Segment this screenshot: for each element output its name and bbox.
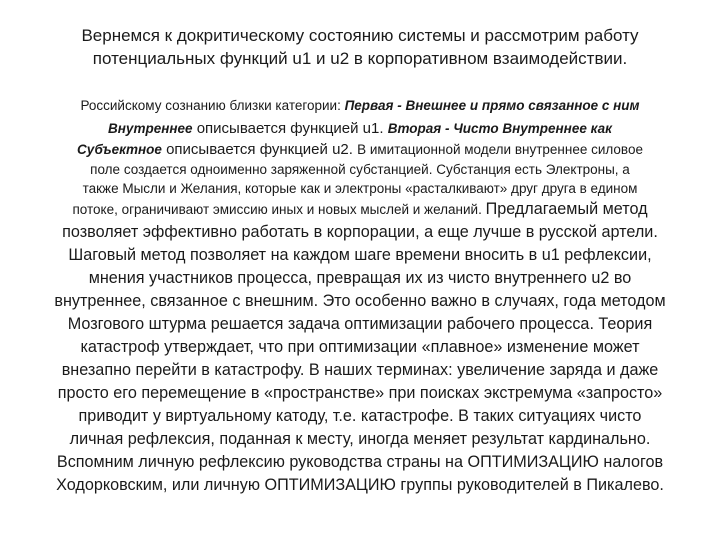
slide-body-text [14,96,706,497]
body-line-9: мнения участников процесса, превращая их из чисто внутреннего u2 во [88,269,632,287]
body-line-8: Шаговый метод позволяет на каждом шаге времени вносить в u1 рефлексии, [68,246,652,264]
body-line-17: Вспомним личную рефлексию руководства страны на ОПТИМИЗАЦИЮ налогов [56,453,664,471]
body-line-11: Мозгового штурма решается задача оптимизации рабочего процесса. Теория [67,315,653,333]
body-line-10: внутреннее, связанное с внешним. Это особенно важно в случаях, года методом [54,292,666,310]
slide-title [20,24,700,70]
body-line-14: просто его перемещение в «пространстве» при поисках экстремума «запросто» [57,384,663,402]
title-line-1: Вернемся к докритическому состоянию системы и рассмотрим работу [81,26,639,45]
body-line-5: также Мысли и Желания, которые как и электроны «расталкивают» друг друга в едином [82,181,638,196]
body-line-4: поле создается одноименно заряженной субстанцией. Субстанция есть Электроны, а [90,162,630,177]
body-line-13: внезапно перейти в катастрофу. В наших терминах: увеличение заряда и даже [61,361,659,379]
body-line-1: Российскому сознанию близки категории: Первая - Внешнее и прямо связанное с ним [80,98,640,113]
body-line-2: Внутреннее описывается функцией u1. Вторая - Чисто Внутреннее как [108,120,612,137]
body-line-3: Субъектное описывается функцией u2. В имитационной модели внутреннее силовое [77,141,643,158]
body-line-15: приводит у виртуальному катоду, т.е. катастрофе. В таких ситуациях чисто [78,407,642,425]
body-line-12: катастроф утверждает, что при оптимизации «плавное» изменение может [80,338,640,356]
body-line-6: потоке, ограничивают эмиссию иных и новых мыслей и желаний. Предлагаемый метод [72,200,648,218]
body-line-18: Ходорковским, или личную ОПТИМИЗАЦИЮ группы руководителей в Пикалево. [56,476,664,494]
body-line-16: личная рефлексия, поданная к месту, иногда меняет результат кардинально. [69,430,651,448]
title-line-2: потенциальных функций u1 и u2 в корпоративном взаимодействии. [92,49,628,68]
body-line-7: позволяет эффективно работать в корпорации, а еще лучше в русской артели. [62,223,658,241]
